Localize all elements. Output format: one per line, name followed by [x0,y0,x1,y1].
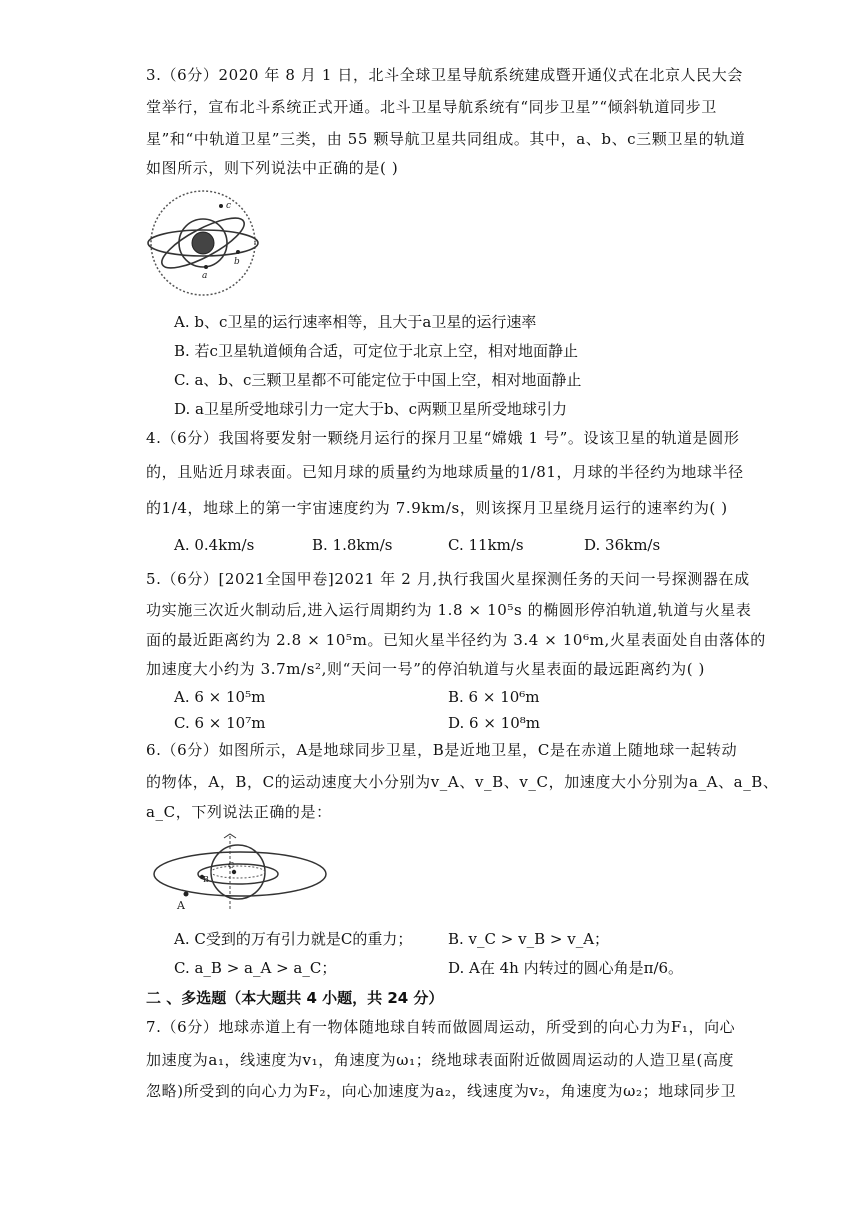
q6-line-1: 6.（6分）如图所示，A是地球同步卫星，B是近地卫星，C是在赤道上随地球一起转动 [146,741,738,759]
q6-orbit-figure [150,830,332,912]
q3-line-4: 如图所示，则下列说法中正确的是( ) [146,159,399,177]
q6-label-c: C [228,861,235,870]
q5-line-1: 5.（6分）[2021全国甲卷]2021 年 2 月,执行我国火星探测任务的天问一号探测器在成 [146,570,750,588]
q6-option-d: D. A在 4h 内转过的圆心角是π/6。 [448,959,684,977]
q7-line-1: 7.（6分）地球赤道上有一物体随地球自转而做圆周运动，所受到的向心力为F₁，向心 [146,1018,736,1036]
q6-earth [211,845,265,899]
q4-line-1: 4.（6分）我国将要发射一颗绕月运行的探月卫星“嫦娥 1 号”。设该卫星的轨道是圆形 [146,429,740,447]
q3-option-c: C. a、b、c三颗卫星都不可能定位于中国上空，相对地面静止 [174,371,582,389]
q5-option-b: B. 6 × 10⁶m [448,688,540,706]
q7-line-3: 忽略)所受到的向心力为F₂，向心加速度为a₂，线速度为v₂，角速度为ω₂；地球同步卫 [146,1082,737,1100]
q3-label-c: c [226,201,232,211]
q3-option-a: A. b、c卫星的运行速率相等，且大于a卫星的运行速率 [174,313,537,331]
q7-line-2: 加速度为a₁，线速度为v₁，角速度为ω₁；绕地球表面附近做圆周运动的人造卫星(高度 [146,1051,735,1069]
q3-line-3: 星”和“中轨道卫星”三类，由 55 颗导航卫星共同组成。其中，a、b、c三颗卫星的轨道 [146,130,746,148]
q3-line-2: 堂举行，宣布北斗系统正式开通。北斗卫星导航系统有“同步卫星”“倾斜轨道同步卫 [146,98,717,116]
q6-equator [211,866,265,878]
q4-option-d: D. 36km/s [584,536,661,554]
q5-line-3: 面的最近距离约为 2.8 × 10⁵m。已知火星半径约为 3.4 × 10⁶m,火星表面处自由落体的 [146,631,766,649]
q6-label-b: B [203,875,209,884]
q5-option-c: C. 6 × 10⁷m [174,714,266,732]
q4-option-b: B. 1.8km/s [312,536,393,554]
q6-object-c [232,870,236,874]
q3-label-a: a [202,271,208,281]
q3-satellite-c [219,204,223,208]
q4-line-3: 的1/4，地球上的第一宇宙速度约为 7.9km/s，则该探月卫星绕月运行的速率约为( ) [146,499,728,517]
q6-line-3: a_C，下列说法正确的是： [146,803,332,821]
q5-option-a: A. 6 × 10⁵m [174,688,266,706]
q6-option-a: A. C受到的万有引力就是C的重力； [174,930,413,948]
q3-satellite-a [204,265,208,269]
q5-line-4: 加速度大小约为 3.7m/s²,则“天问一号”的停泊轨道与火星表面的最远距离约为( ) [146,660,705,678]
q3-earth [192,232,214,254]
q4-option-c: C. 11km/s [448,536,524,554]
q3-orbit-figure [146,190,266,302]
q4-option-a: A. 0.4km/s [174,536,255,554]
q3-line-1: 3.（6分）2020 年 8 月 1 日，北斗全球卫星导航系统建成暨开通仪式在北京人民大会 [146,66,743,84]
q6-option-c: C. a_B > a_A > a_C； [174,959,337,977]
q5-line-2: 功实施三次近火制动后,进入运行周期约为 1.8 × 10⁵s 的椭圆形停泊轨道,轨道与火星表 [146,601,752,619]
q3-label-b: b [234,257,240,267]
q6-label-a: A [177,899,185,912]
q6-near-orbit [198,864,278,884]
q3-option-d: D. a卫星所受地球引力一定大于b、c两颗卫星所受地球引力 [174,400,567,418]
q6-sync-orbit [154,852,326,896]
q3-option-b: B. 若c卫星轨道倾角合适，可定位于北京上空，相对地面静止 [174,342,578,360]
q6-satellite-a [184,892,189,897]
section-heading-multiple-choice: 二 、多选题（本大题共 4 小题，共 24 分） [146,989,444,1007]
q6-option-b: B. v_C > v_B > v_A； [448,930,610,948]
q6-line-2: 的物体，A，B，C的运动速度大小分别为v_A、v_B、v_C，加速度大小分别为a_A、a_B、 [146,773,779,791]
q4-line-2: 的，且贴近月球表面。已知月球的质量约为地球质量的1/81，月球的半径约为地球半径 [146,463,744,481]
q3-satellite-b [236,250,240,254]
q5-option-d: D. 6 × 10⁸m [448,714,540,732]
